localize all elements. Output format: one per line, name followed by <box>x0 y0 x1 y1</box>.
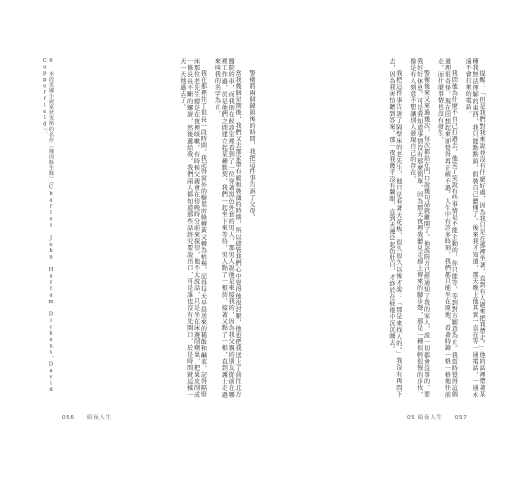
footnote: 6 本段英國小說家狄更斯的名作《塊肉餘生錄》（Charles John Huffam Dickens，David Copperfield）。 <box>41 58 54 394</box>
page-number: 056 <box>62 415 75 421</box>
paragraph: 我在那裡住了很長一段時間，我記得窗外的樹葉由綠轉黃又轉為枯褐，記得每天早晨送來的稀飯和鹹菜，記得隔壁床那位老先生總是在夜裡咳嗽。有時候父親會在傍晚時分前來探望，他不太說話，只是坐在床邊削蘋果，把果皮削成一條長長不斷的螺旋，然後遞給我。我們兩人都知道那些話終究要說出口，可是誰也沒有先開口，於是時間就這樣一天一天地過去了。 <box>178 58 207 398</box>
right-folio <box>407 413 467 421</box>
running-title: 暗夜人生 <box>86 415 112 421</box>
paragraph: 我問他為什麼不自己打過去，他笑了笑說有些事情是不能主動的，你只能等，等到對方願意為止。我當時覺得這個道理很奇怪，現在回想起來卻覺得再正確不過。人生中有許多時刻，我們都只能坐在原地，看著時鐘一格一格地往前走，而什麼事情也沒有發生。 <box>436 58 458 398</box>
paragraph: 警衛後來又來過幾次，每次都站在門口說幾句話就離開了。他說院方已經通知了我的家人，說一切都會沒事的，要我好好休息。可是我知道事情沒有那麼簡單，因為那天夜裡我聽見走廊上傳來的腳步聲，那是一種很輕很慢的步伐，像是有人刻意不想讓別人發現自己的存在。 <box>408 58 430 398</box>
left-folio <box>62 413 112 421</box>
paragraph: 提醒：「但是我們對我來說並沒有什麼好處，因為我只是在那裡坐著，直到有人過來把我帶走。」他的話裡帶著某種我無法理解的東西，我只能點點頭，假裝自己聽懂了。後來我才知道，那天晚上他其實一直在等一通電話，一通永遠不會打來的電話。 <box>464 58 485 398</box>
paragraph: 當我幾個星期後，我們又去那家帶有暖和裝潢的時期，所以儘管我們心中覺得他很討厭，他也把我送上了前往北方醫院的車，而我則在候診室裡看到了一位穿著黑色外套的男人，那男人說他是來接我的，因為我父親的朋友從前在哪裡工作過，於是他們之間建立起某種默契，我們一起坐下來等待，男人點了一根菸，接著又點了一根，直到護士走過來叫我的名字為止。 <box>213 58 242 398</box>
paragraph: 我把這件事告訴了隔壁床的老先生，他只是看著天花板，很久很久以後才說：「那是來找人的。」我沒有再問下去，因為我害怕聽到答案。那一夜我幾乎沒有闔眼，直到天邊泛起魚肚白，才終於在疲倦中沉沉睡去。 <box>387 58 402 398</box>
running-title: 05 暗夜人生 <box>407 415 443 421</box>
right-page-body <box>284 58 484 398</box>
left-page <box>32 58 254 398</box>
left-page-body <box>68 58 254 398</box>
page-number: 057 <box>454 415 468 421</box>
right-page <box>262 58 484 398</box>
paragraph: 警衛將兩個鐘頭後的時間，我把這件事告訴了父母。 <box>248 70 255 221</box>
